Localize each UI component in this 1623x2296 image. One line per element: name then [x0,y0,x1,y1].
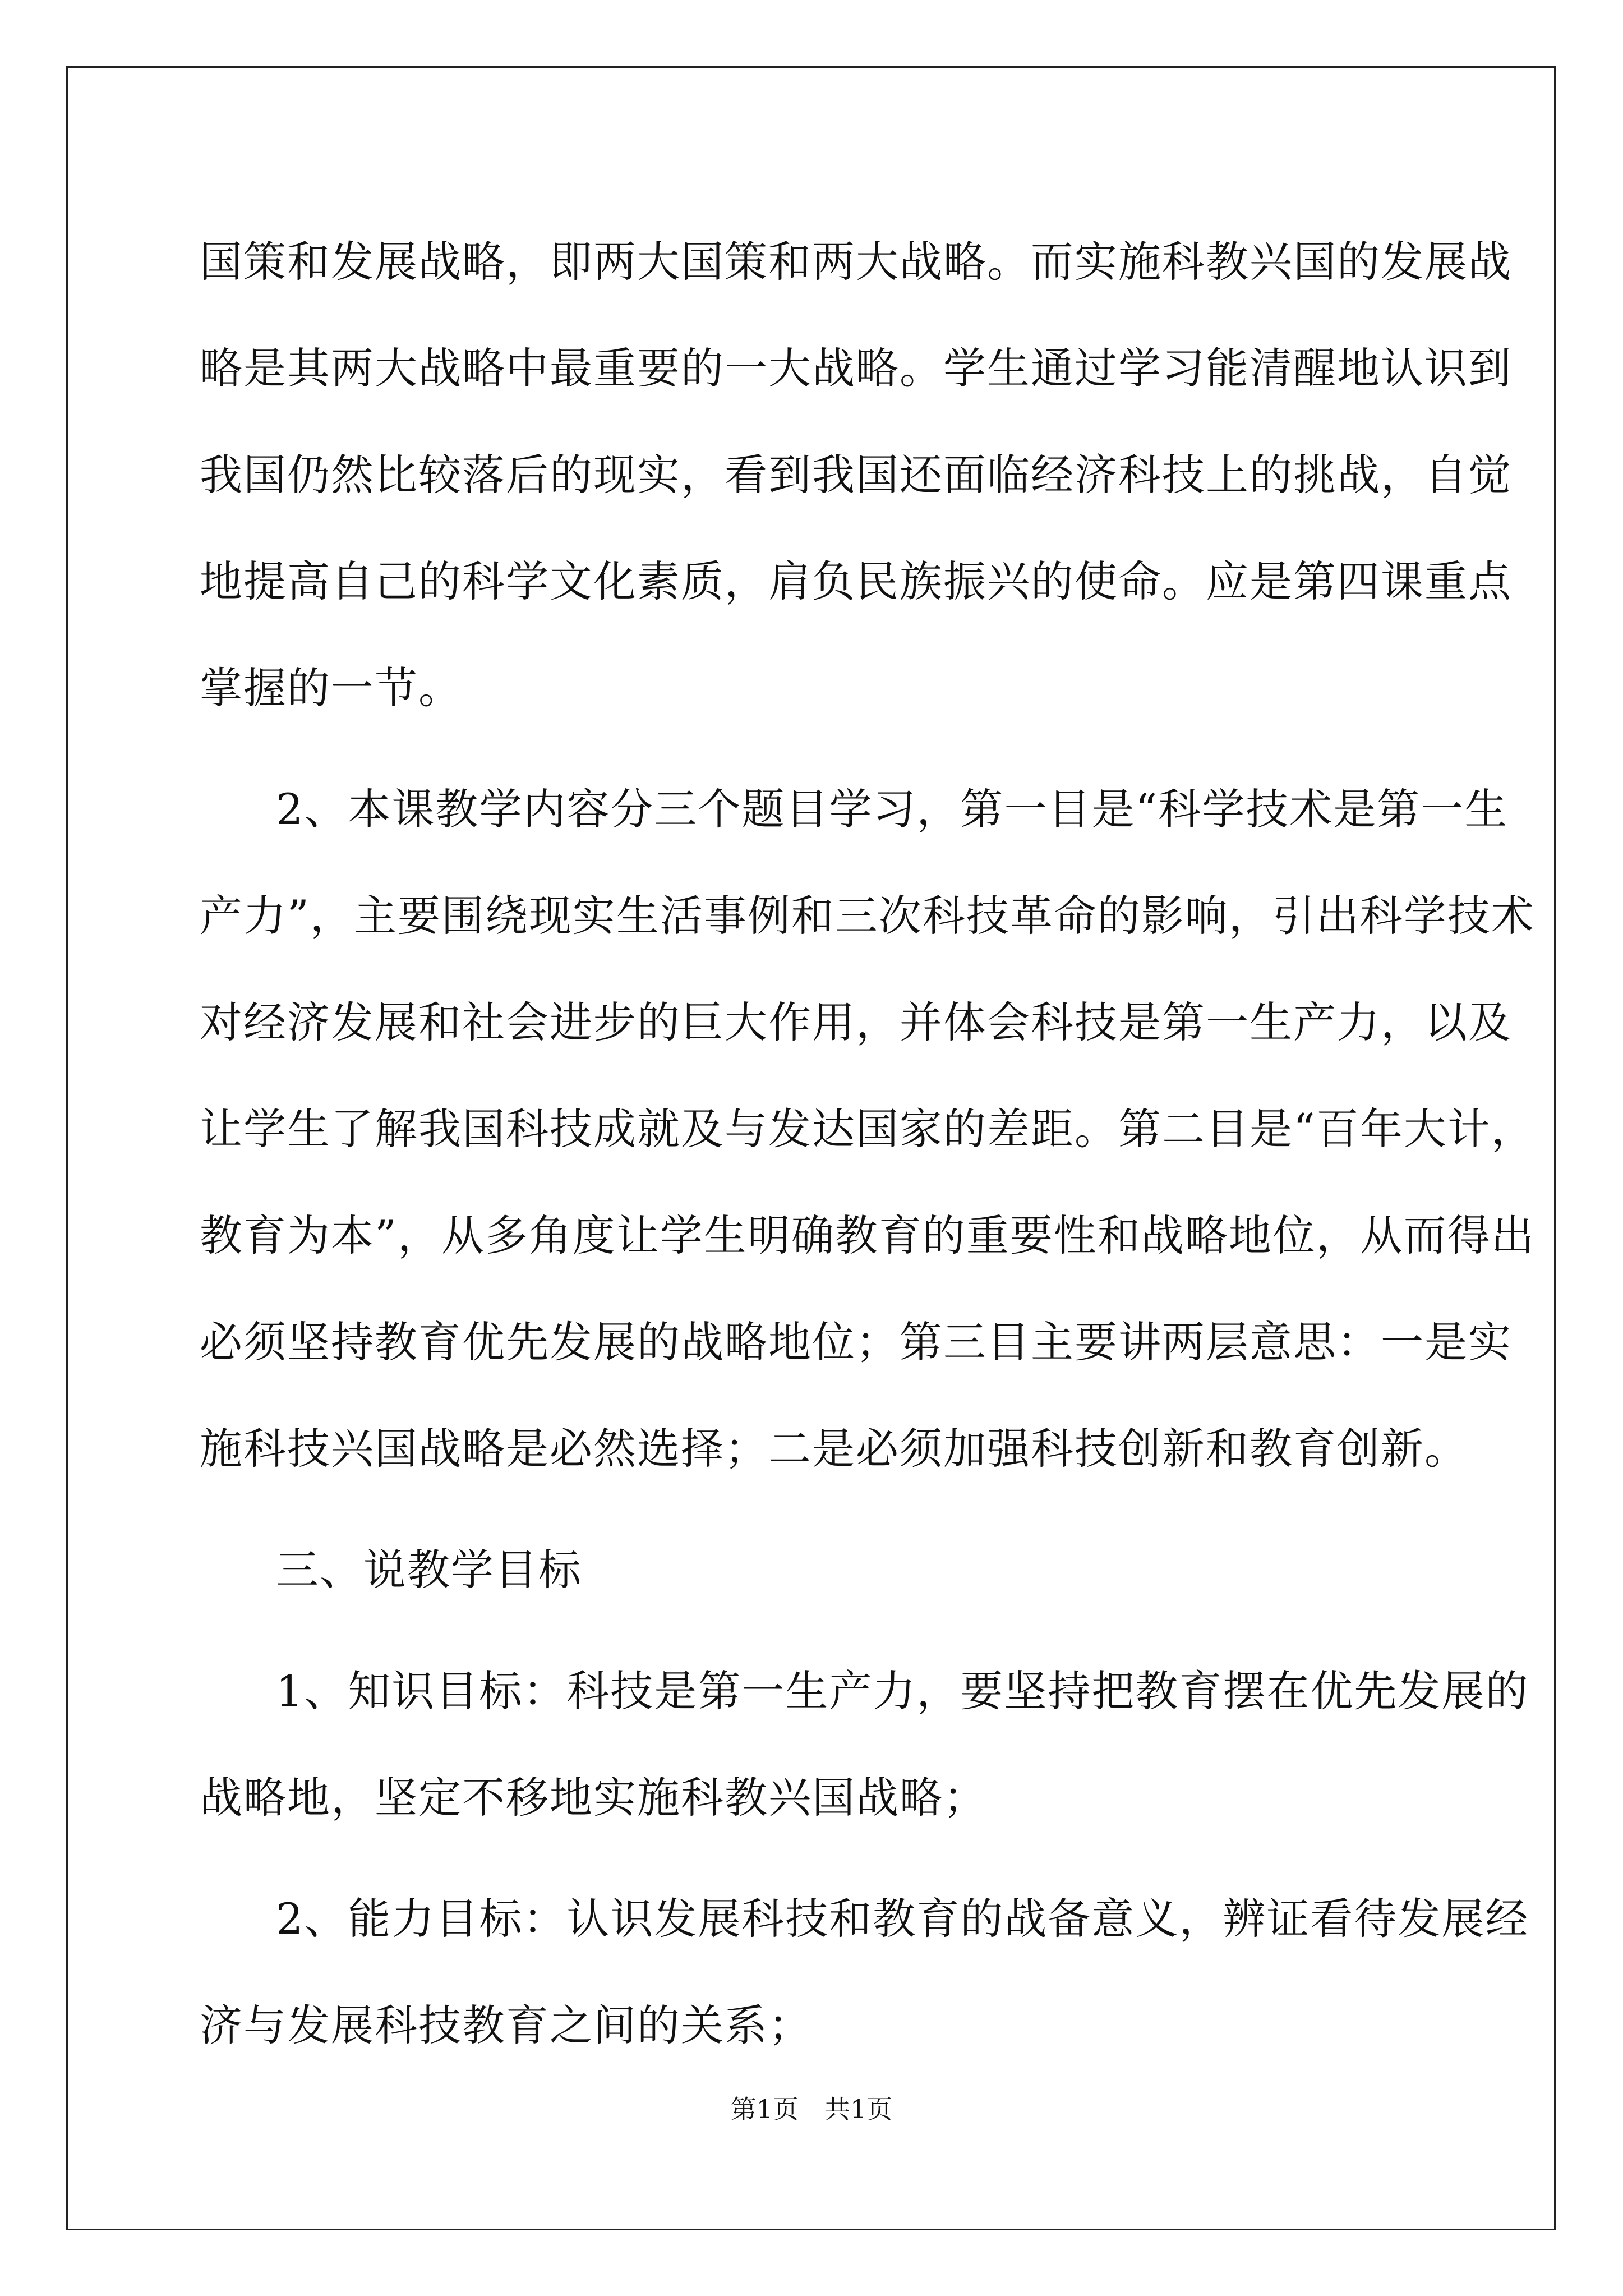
text-line: 我国仍然比较落后的现实，看到我国还面临经济科技上的挑战，自觉 [200,450,1512,500]
text-line: 对经济发展和社会进步的巨大作用，并体会科技是第一生产力，以及 [200,997,1512,1047]
paragraph-knowledge-goal [200,1638,1529,1851]
text-line: 1、知识目标：科技是第一生产力，要坚持把教育摆在优先发展的 [276,1666,1529,1716]
text-line: 国策和发展战略，即两大国策和两大战略。而实施科教兴国的发展战 [200,237,1512,287]
text-line: 2、能力目标：认识发展科技和教育的战备意义，辨证看待发展经 [276,1894,1529,1944]
text-line: 济与发展科技教育之间的关系； [200,2000,812,2050]
text-line: 施科技兴国战略是必然选择；二是必须加强科技创新和教育创新。 [200,1424,1468,1474]
text-line: 产力”，主要围绕现实生活事例和三次科技革命的影响，引出科学技术 [200,891,1535,941]
heading-line: 三、说教学目标 [276,1545,582,1595]
paragraph-content-structure [200,756,1535,1502]
text-line: 掌握的一节。 [200,663,462,713]
page-number-footer: 第1页 共1页 [730,2094,893,2124]
section-heading-teaching-goals [200,1517,1424,1623]
text-line: 2、本课教学内容分三个题目学习，第一目是“科学技术是第一生 [276,784,1509,834]
text-line: 地提高自己的科学文化素质，肩负民族振兴的使命。应是第四课重点 [200,556,1512,606]
text-line: 必须坚持教育优先发展的战略地位；第三目主要讲两层意思：一是实 [200,1317,1512,1367]
text-line: 让学生了解我国科技成就及与发达国家的差距。第二目是“百年大计， [200,1104,1535,1154]
text-line: 战略地，坚定不移地实施科教兴国战略； [200,1773,987,1823]
paragraph-strategy-intro [200,209,1512,742]
paragraph-ability-goal [200,1866,1529,2079]
document-body [200,209,1535,2093]
text-line: 教育为本”，从多角度让学生明确教育的重要性和战略地位，从而得出 [200,1211,1535,1260]
text-line: 略是其两大战略中最重要的一大战略。学生通过学习能清醒地认识到 [200,343,1512,393]
